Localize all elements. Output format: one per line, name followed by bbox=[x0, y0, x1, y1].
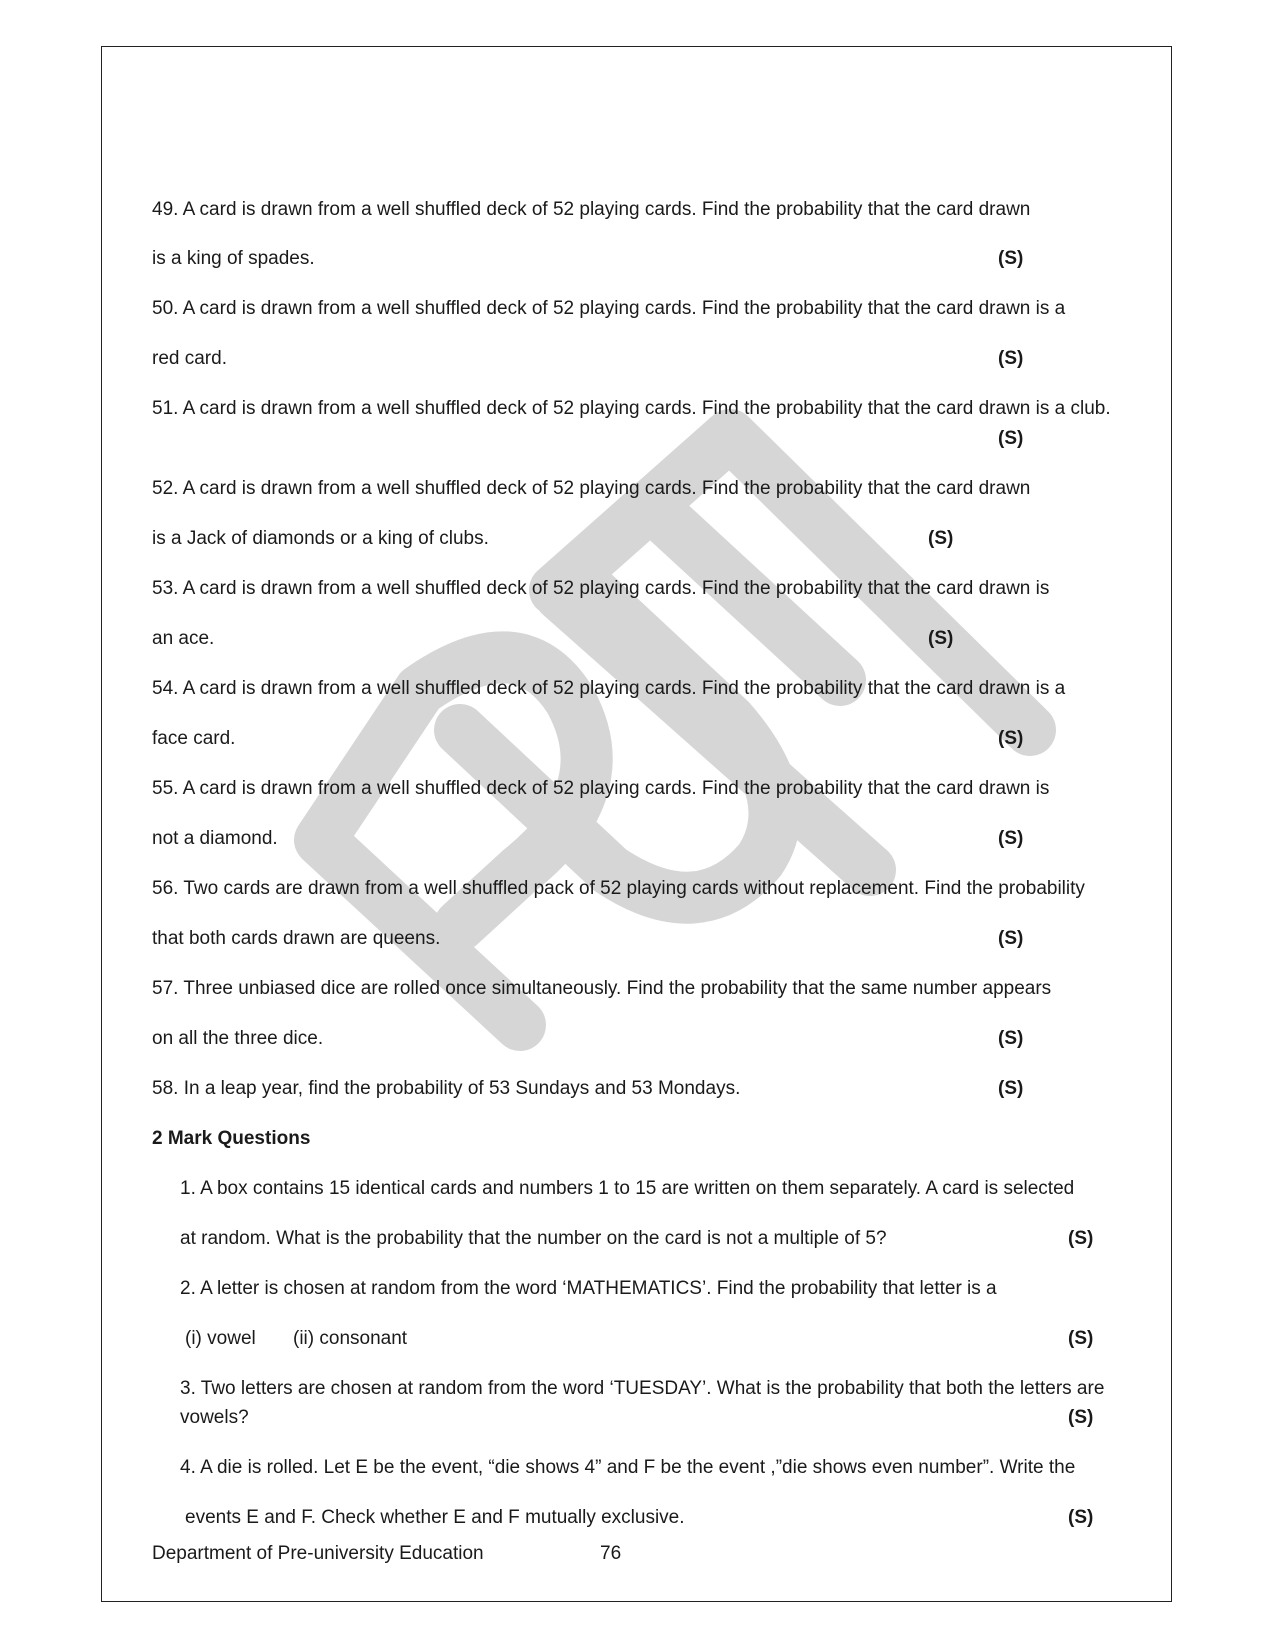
question-55-line-1: 55. A card is drawn from a well shuffled deck of 52 playing cards. Find the probability that the card drawn is bbox=[152, 778, 1050, 799]
question-52-line-2: is a Jack of diamonds or a king of clubs. bbox=[152, 528, 489, 549]
question-50-line-1: 50. A card is drawn from a well shuffled deck of 52 playing cards. Find the probability that the card drawn is a bbox=[152, 298, 1066, 319]
question-54-line-1: 54. A card is drawn from a well shuffled deck of 52 playing cards. Find the probability that the card drawn is a bbox=[152, 678, 1066, 699]
question-49-line-1: 49. A card is drawn from a well shuffled deck of 52 playing cards. Find the probability that the card drawn bbox=[152, 199, 1031, 220]
question-57-line-1: 57. Three unbiased dice are rolled once simultaneously. Find the probability that the same number appears bbox=[152, 978, 1052, 999]
q2-1-line-1: 1. A box contains 15 identical cards and numbers 1 to 15 are written on them separately. A card is selected bbox=[180, 1178, 1075, 1199]
question-51-mark: (S) bbox=[998, 428, 1024, 449]
q2-3-line-2: vowels? bbox=[180, 1407, 249, 1428]
q2-3-line-1: 3. Two letters are chosen at random from the word ‘TUESDAY’. What is the probability that both the letters are bbox=[180, 1378, 1105, 1399]
question-58-line-1: 58. In a leap year, find the probability of 53 Sundays and 53 Mondays. bbox=[152, 1078, 741, 1099]
q2-2-line-1: 2. A letter is chosen at random from the word ‘MATHEMATICS’. Find the probability that letter is a bbox=[180, 1278, 997, 1299]
question-57-line-2: on all the three dice. bbox=[152, 1028, 324, 1049]
q2-3-mark: (S) bbox=[1068, 1407, 1094, 1428]
q2-4-mark: (S) bbox=[1068, 1507, 1094, 1528]
question-56-line-2: that both cards drawn are queens. bbox=[152, 928, 441, 949]
question-49-line-2: is a king of spades. bbox=[152, 248, 315, 269]
question-56-line-1: 56. Two cards are drawn from a well shuffled pack of 52 playing cards without replacement. Find the probability bbox=[152, 878, 1085, 899]
question-57-mark: (S) bbox=[998, 1028, 1024, 1049]
section-heading: 2 Mark Questions bbox=[152, 1128, 311, 1149]
q2-2-option-vowel: (i) vowel bbox=[185, 1328, 256, 1349]
question-50-mark: (S) bbox=[998, 348, 1024, 369]
q2-2-option-consonant: (ii) consonant bbox=[293, 1328, 408, 1349]
q2-1-mark: (S) bbox=[1068, 1228, 1094, 1249]
question-58-mark: (S) bbox=[998, 1078, 1024, 1099]
question-53-line-2: an ace. bbox=[152, 628, 215, 649]
question-55-line-2: not a diamond. bbox=[152, 828, 278, 849]
page-border bbox=[101, 46, 1172, 1602]
question-56-mark: (S) bbox=[998, 928, 1024, 949]
question-49-mark: (S) bbox=[998, 248, 1024, 269]
question-55-mark: (S) bbox=[998, 828, 1024, 849]
question-52-line-1: 52. A card is drawn from a well shuffled deck of 52 playing cards. Find the probability that the card drawn bbox=[152, 478, 1031, 499]
q2-1-line-2: at random. What is the probability that the number on the card is not a multiple of 5? bbox=[180, 1228, 887, 1249]
q2-4-line-1: 4. A die is rolled. Let E be the event, “die shows 4” and F be the event ,”die shows even number”. Write the bbox=[180, 1457, 1076, 1478]
question-50-line-2: red card. bbox=[152, 348, 227, 369]
question-53-mark: (S) bbox=[928, 628, 954, 649]
question-52-mark: (S) bbox=[928, 528, 954, 549]
question-54-mark: (S) bbox=[998, 728, 1024, 749]
q2-4-line-2: events E and F. Check whether E and F mutually exclusive. bbox=[185, 1507, 685, 1528]
footer-department: Department of Pre-university Education bbox=[152, 1543, 484, 1564]
page-number: 76 bbox=[600, 1543, 622, 1564]
q2-2-mark: (S) bbox=[1068, 1328, 1094, 1349]
question-51-line-1: 51. A card is drawn from a well shuffled deck of 52 playing cards. Find the probability that the card drawn is a club. bbox=[152, 398, 1111, 419]
question-54-line-2: face card. bbox=[152, 728, 236, 749]
question-53-line-1: 53. A card is drawn from a well shuffled deck of 52 playing cards. Find the probability that the card drawn is bbox=[152, 578, 1050, 599]
